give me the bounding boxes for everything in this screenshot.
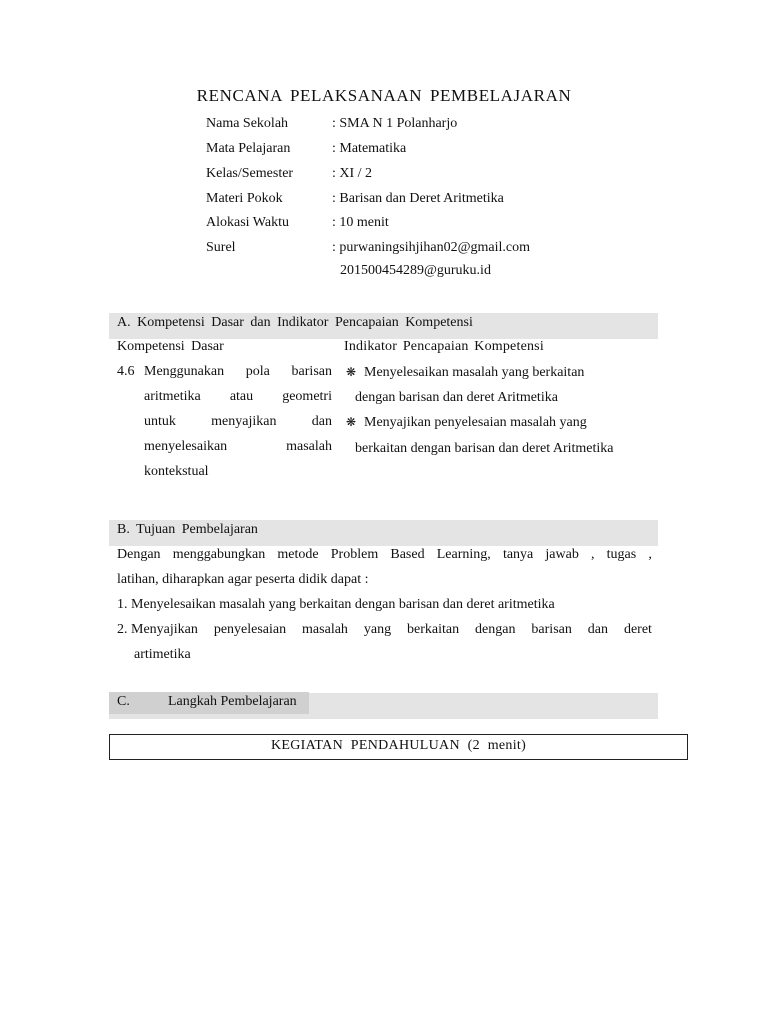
indicator-column-header: Indikator Pencapaian Kompetensi bbox=[344, 339, 544, 354]
info-value: : purwaningsihjihan02@gmail.com bbox=[332, 240, 530, 255]
kd-text-line: aritmetika atau geometri bbox=[144, 389, 332, 404]
activity-table-header: KEGIATAN PENDAHULUAN (2 menit) bbox=[109, 734, 688, 760]
info-value: : SMA N 1 Polanharjo bbox=[332, 116, 458, 131]
section-b-heading: B. Tujuan Pembelajaran bbox=[117, 522, 258, 537]
kd-text-line: untuk menyajikan dan bbox=[144, 414, 332, 429]
bullet-star-icon: ❋ bbox=[346, 415, 357, 429]
indicator-item-2: ❋ Menyajikan penyelesaian masalah yang bbox=[346, 415, 587, 430]
indicator-item-1-cont: dengan barisan dan deret Aritmetika bbox=[355, 390, 558, 405]
section-c-letter: C. bbox=[117, 694, 130, 709]
kd-column-header: Kompetensi Dasar bbox=[117, 339, 224, 354]
objective-item-2: 2. Menyajikan penyelesaian masalah yang berkaitan dengan barisan dan deret bbox=[117, 622, 652, 637]
info-label: Mata Pelajaran bbox=[206, 141, 291, 156]
indicator-item-1: ❋ Menyelesaikan masalah yang berkaitan bbox=[346, 365, 585, 380]
info-value: : XI / 2 bbox=[332, 166, 373, 181]
info-label: Materi Pokok bbox=[206, 191, 283, 206]
objective-paragraph-line: latihan, diharapkan agar peserta didik dapat : bbox=[117, 572, 369, 587]
document-title: RENCANA PELAKSANAAN PEMBELAJARAN bbox=[196, 86, 572, 105]
indicator-item-2-cont: berkaitan dengan barisan dan deret Aritmetika bbox=[355, 441, 614, 456]
kd-number: 4.6 bbox=[117, 364, 135, 379]
email-secondary: 201500454289@guruku.id bbox=[340, 263, 491, 278]
info-label: Surel bbox=[206, 240, 236, 255]
section-a-heading: A. Kompetensi Dasar dan Indikator Pencapaian Kompetensi bbox=[117, 315, 473, 330]
section-c-heading: Langkah Pembelajaran bbox=[168, 694, 297, 709]
kd-text-line: kontekstual bbox=[144, 464, 209, 479]
info-value: : Barisan dan Deret Aritmetika bbox=[332, 191, 504, 206]
info-label: Kelas/Semester bbox=[206, 166, 294, 181]
objective-item-1: 1. Menyelesaikan masalah yang berkaitan dengan barisan dan deret aritmetika bbox=[117, 597, 555, 612]
info-label: Nama Sekolah bbox=[206, 116, 289, 131]
info-value: : 10 menit bbox=[332, 215, 389, 230]
objective-paragraph-line: Dengan menggabungkan metode Problem Based Learning, tanya jawab , tugas , bbox=[117, 547, 652, 562]
info-label: Alokasi Waktu bbox=[206, 215, 289, 230]
bullet-star-icon: ❋ bbox=[346, 365, 357, 379]
info-value: : Matematika bbox=[332, 141, 407, 156]
kd-text-line: Menggunakan pola barisan bbox=[144, 364, 332, 379]
objective-item-2-cont: artimetika bbox=[134, 647, 191, 662]
kd-text-line: menyelesaikan masalah bbox=[144, 439, 332, 454]
